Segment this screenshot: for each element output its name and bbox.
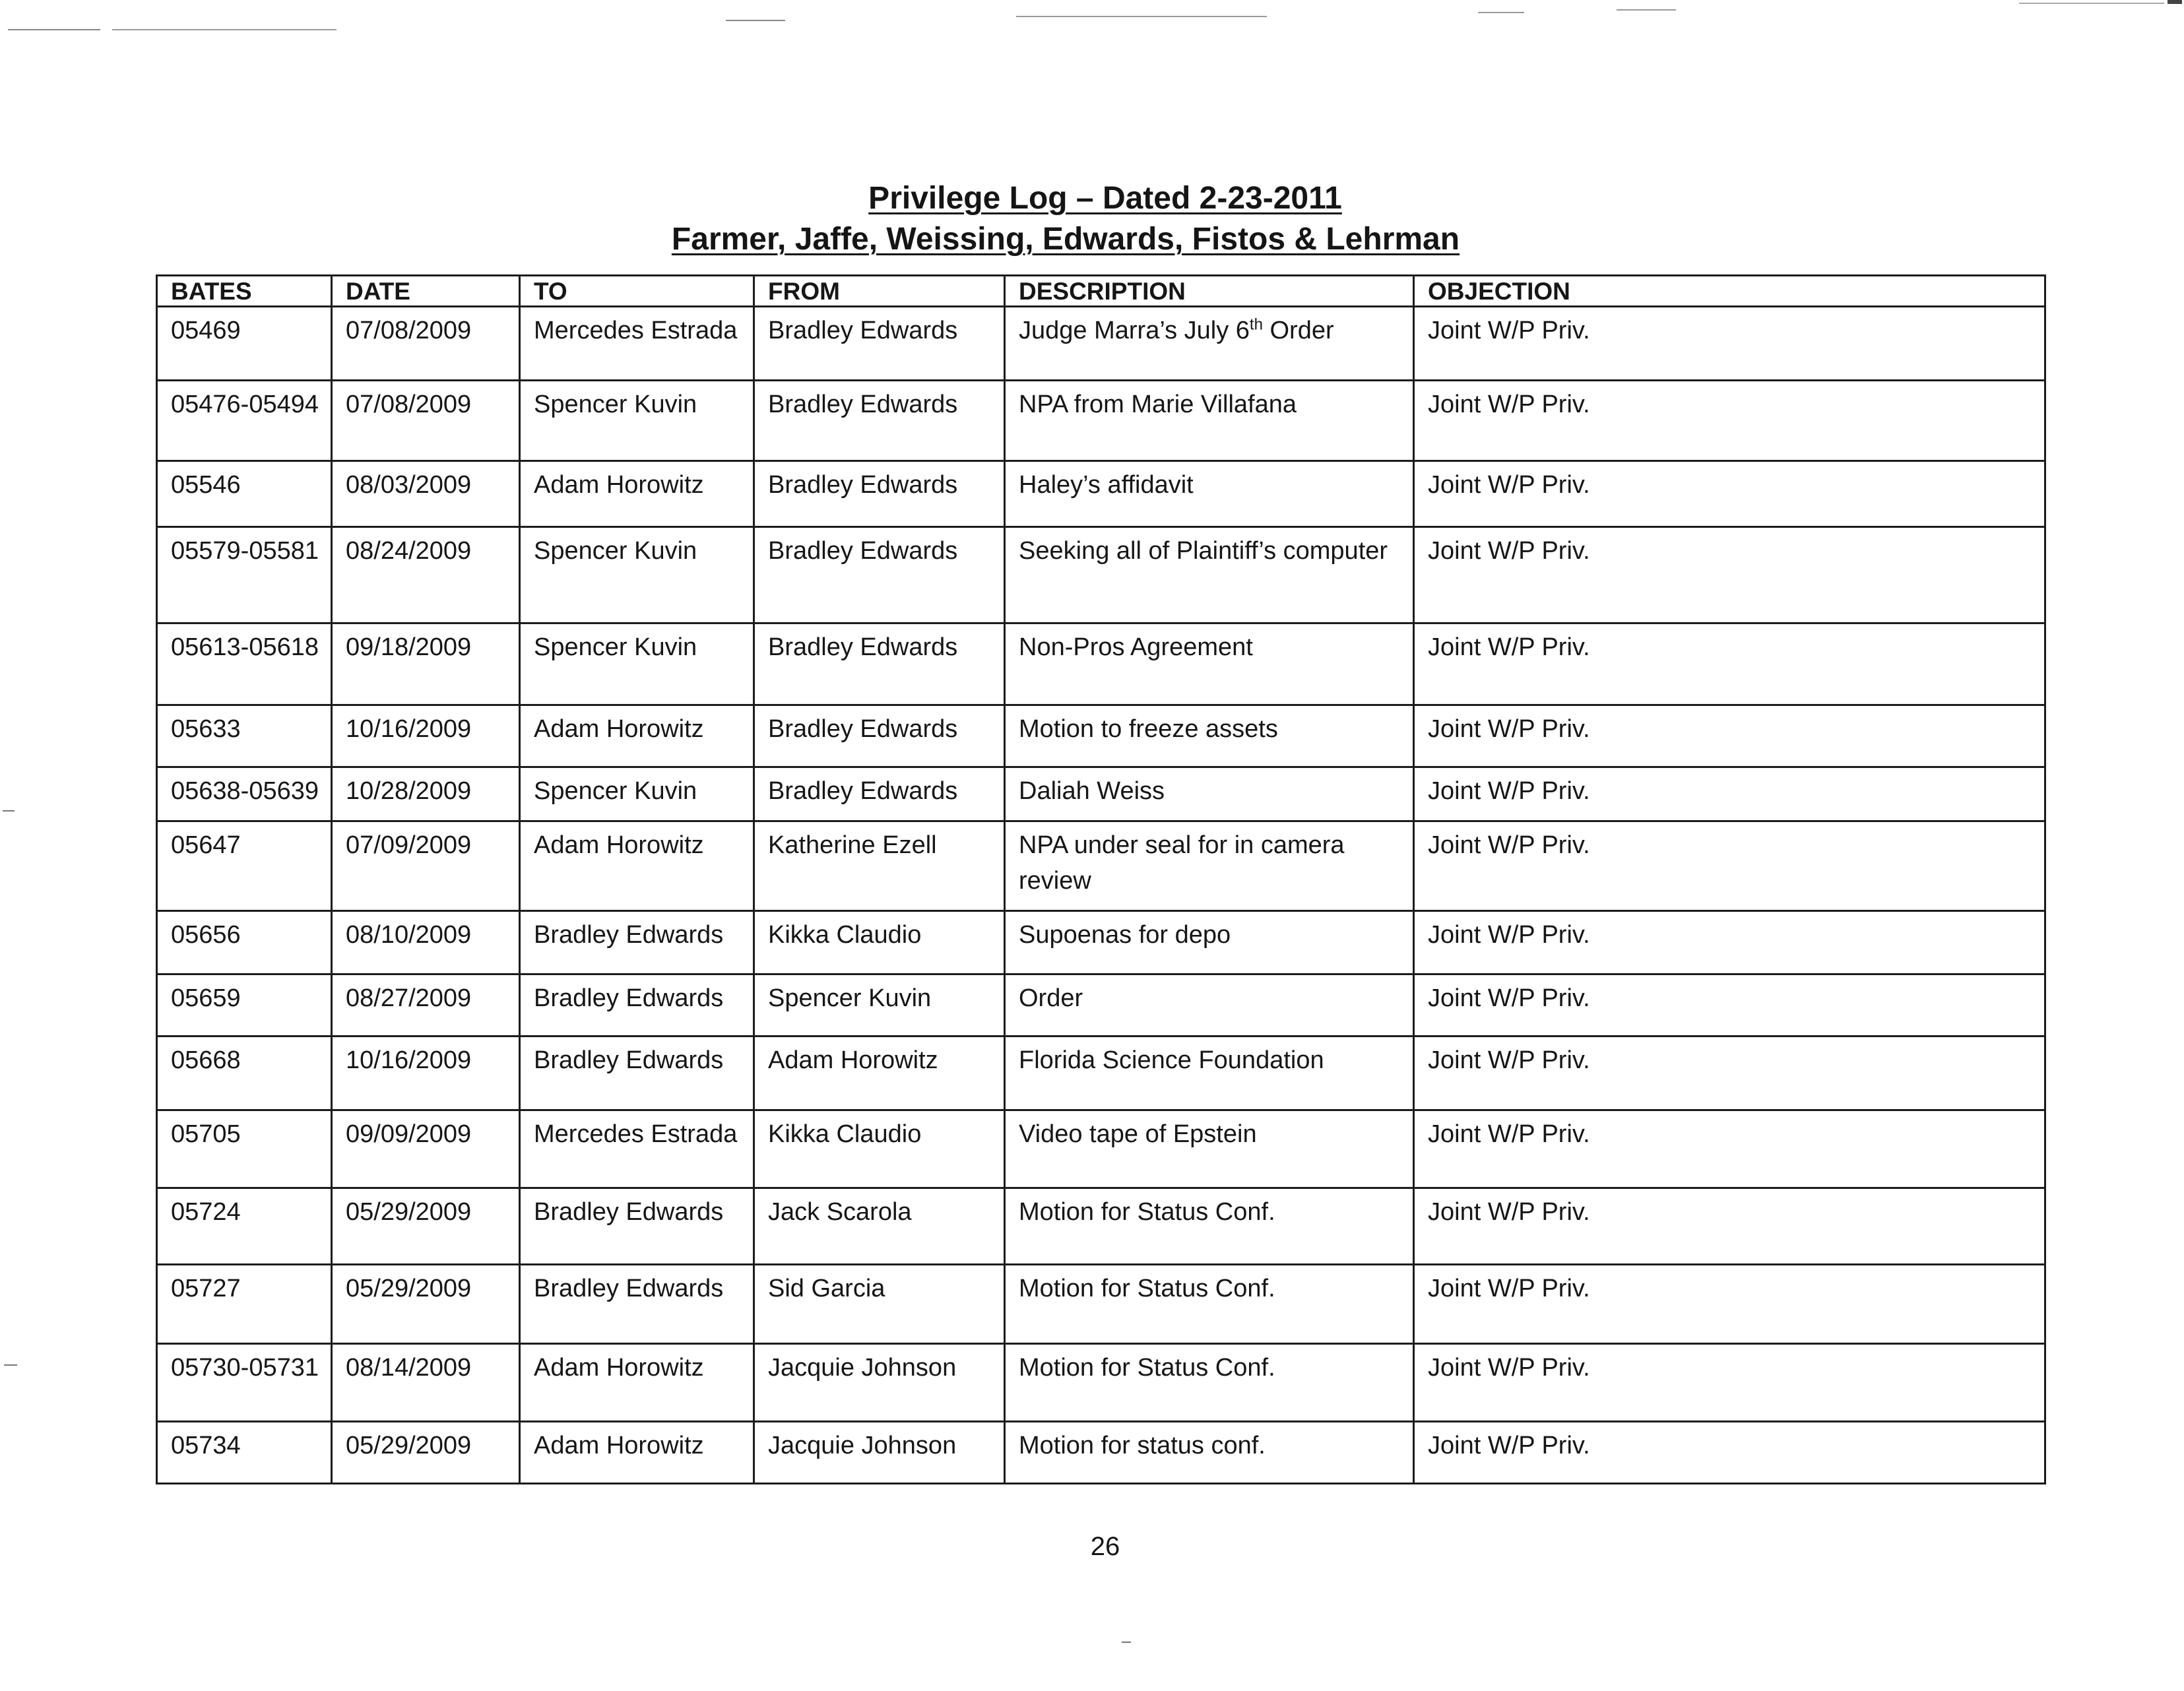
- cell-from: Kikka Claudio: [754, 1110, 1005, 1188]
- cell-objection: Joint W/P Priv.: [1414, 1110, 2045, 1188]
- cell-date: 10/28/2009: [332, 767, 520, 821]
- cell-date: 07/09/2009: [332, 821, 520, 911]
- cell-bates: 05734: [157, 1422, 332, 1484]
- cell-date: 08/03/2009: [332, 461, 520, 527]
- cell-date: 07/08/2009: [332, 307, 520, 381]
- table-row: [157, 623, 2045, 705]
- cell-to: Adam Horowitz: [520, 1422, 754, 1484]
- cell-bates: 05659: [157, 974, 332, 1037]
- cell-bates: 05579-05581: [157, 527, 332, 623]
- cell-from: Bradley Edwards: [754, 527, 1005, 623]
- cell-to: Adam Horowitz: [520, 1344, 754, 1422]
- cell-description: Florida Science Foundation: [1005, 1037, 1414, 1110]
- cell-objection: Joint W/P Priv.: [1414, 1265, 2045, 1344]
- cell-bates: 05469: [157, 307, 332, 381]
- cell-bates: 05613-05618: [157, 623, 332, 705]
- cell-bates: 05727: [157, 1265, 332, 1344]
- cell-date: 10/16/2009: [332, 1037, 520, 1110]
- cell-description: Seeking all of Plaintiff’s computer: [1005, 527, 1414, 623]
- cell-from: Bradley Edwards: [754, 767, 1005, 821]
- cell-to: Bradley Edwards: [520, 911, 754, 974]
- cell-date: 08/14/2009: [332, 1344, 520, 1422]
- table-row: [157, 461, 2045, 527]
- cell-description: Haley’s affidavit: [1005, 461, 1414, 527]
- cell-from: Spencer Kuvin: [754, 974, 1005, 1037]
- cell-to: Bradley Edwards: [520, 974, 754, 1037]
- title-line-2: Farmer, Jaffe, Weissing, Edwards, Fistos & Lehrman: [671, 222, 1460, 257]
- cell-from: Sid Garcia: [754, 1265, 1005, 1344]
- cell-to: Mercedes Estrada: [520, 1110, 754, 1188]
- column-header-bates: BATES: [157, 276, 332, 307]
- scan-speck: [4, 1364, 17, 1366]
- cell-objection: Joint W/P Priv.: [1414, 705, 2045, 767]
- column-header-description: DESCRIPTION: [1005, 276, 1414, 307]
- table-row: [157, 1037, 2045, 1110]
- cell-date: 10/16/2009: [332, 705, 520, 767]
- cell-description: Daliah Weiss: [1005, 767, 1414, 821]
- cell-from: Jacquie Johnson: [754, 1344, 1005, 1422]
- cell-from: Bradley Edwards: [754, 705, 1005, 767]
- cell-from: Adam Horowitz: [754, 1037, 1005, 1110]
- scan-artifacts: [0, 0, 2184, 40]
- cell-bates: 05668: [157, 1037, 332, 1110]
- cell-from: Bradley Edwards: [754, 461, 1005, 527]
- cell-description: [1005, 307, 1414, 381]
- cell-date: 05/29/2009: [332, 1422, 520, 1484]
- cell-bates: 05724: [157, 1188, 332, 1265]
- cell-objection: Joint W/P Priv.: [1414, 1344, 2045, 1422]
- table-row: [157, 307, 2045, 381]
- cell-to: Bradley Edwards: [520, 1037, 754, 1110]
- cell-bates: 05730-05731: [157, 1344, 332, 1422]
- table-row: [157, 1344, 2045, 1422]
- cell-to: Spencer Kuvin: [520, 623, 754, 705]
- cell-to: Spencer Kuvin: [520, 767, 754, 821]
- cell-objection: Joint W/P Priv.: [1414, 623, 2045, 705]
- cell-description: Motion to freeze assets: [1005, 705, 1414, 767]
- cell-to: Adam Horowitz: [520, 705, 754, 767]
- cell-to: Mercedes Estrada: [520, 307, 754, 381]
- cell-date: 07/08/2009: [332, 381, 520, 461]
- cell-from: Bradley Edwards: [754, 307, 1005, 381]
- cell-from: Kikka Claudio: [754, 911, 1005, 974]
- cell-bates: 05633: [157, 705, 332, 767]
- cell-bates: 05656: [157, 911, 332, 974]
- table-row: [157, 1188, 2045, 1265]
- ordinal-suffix: th: [1249, 315, 1263, 334]
- table-row: [157, 821, 2045, 911]
- cell-description: Order: [1005, 974, 1414, 1037]
- table-row: [157, 1110, 2045, 1188]
- cell-description: Non-Pros Agreement: [1005, 623, 1414, 705]
- cell-bates: 05476-05494: [157, 381, 332, 461]
- cell-to: Adam Horowitz: [520, 461, 754, 527]
- cell-objection: Joint W/P Priv.: [1414, 767, 2045, 821]
- cell-description: Supoenas for depo: [1005, 911, 1414, 974]
- cell-objection: Joint W/P Priv.: [1414, 974, 2045, 1037]
- cell-bates: 05705: [157, 1110, 332, 1188]
- cell-from: Jacquie Johnson: [754, 1422, 1005, 1484]
- table-row: [157, 527, 2045, 623]
- cell-from: Bradley Edwards: [754, 381, 1005, 461]
- column-header-to: TO: [520, 276, 754, 307]
- cell-objection: Joint W/P Priv.: [1414, 1037, 2045, 1110]
- cell-description: Video tape of Epstein: [1005, 1110, 1414, 1188]
- privilege-log-table: [156, 274, 2046, 1484]
- scan-speck: [3, 810, 15, 812]
- cell-date: 08/10/2009: [332, 911, 520, 974]
- cell-description: Motion for Status Conf.: [1005, 1188, 1414, 1265]
- cell-objection: Joint W/P Priv.: [1414, 1188, 2045, 1265]
- cell-date: 09/09/2009: [332, 1110, 520, 1188]
- cell-bates: 05638-05639: [157, 767, 332, 821]
- cell-to: Spencer Kuvin: [520, 381, 754, 461]
- table-row: [157, 381, 2045, 461]
- cell-objection: Joint W/P Priv.: [1414, 911, 2045, 974]
- document-title: [0, 178, 2184, 260]
- table-row: [157, 767, 2045, 821]
- cell-objection: Joint W/P Priv.: [1414, 821, 2045, 911]
- cell-objection: Joint W/P Priv.: [1414, 307, 2045, 381]
- cell-objection: Joint W/P Priv.: [1414, 381, 2045, 461]
- cell-date: 08/27/2009: [332, 974, 520, 1037]
- table-header-row: [157, 276, 2045, 307]
- table-row: [157, 911, 2045, 974]
- cell-from: Bradley Edwards: [754, 623, 1005, 705]
- table-row: [157, 1422, 2045, 1484]
- cell-description: Motion for Status Conf.: [1005, 1344, 1414, 1422]
- cell-objection: Joint W/P Priv.: [1414, 1422, 2045, 1484]
- cell-bates: 05647: [157, 821, 332, 911]
- column-header-date: DATE: [332, 276, 520, 307]
- column-header-from: FROM: [754, 276, 1005, 307]
- cell-objection: Joint W/P Priv.: [1414, 461, 2045, 527]
- cell-bates: 05546: [157, 461, 332, 527]
- cell-date: 05/29/2009: [332, 1188, 520, 1265]
- cell-objection: Joint W/P Priv.: [1414, 527, 2045, 623]
- cell-to: Spencer Kuvin: [520, 527, 754, 623]
- cell-date: 05/29/2009: [332, 1265, 520, 1344]
- scan-speck: [1122, 1642, 1131, 1643]
- column-header-objection: OBJECTION: [1414, 276, 2045, 307]
- description-text: Judge Marra’s July 6: [1019, 317, 1250, 344]
- cell-to: Bradley Edwards: [520, 1188, 754, 1265]
- cell-description: NPA from Marie Villafana: [1005, 381, 1414, 461]
- cell-description: Motion for Status Conf.: [1005, 1265, 1414, 1344]
- cell-description: NPA under seal for in camera review: [1005, 821, 1414, 911]
- cell-to: Adam Horowitz: [520, 821, 754, 911]
- cell-to: Bradley Edwards: [520, 1265, 754, 1344]
- cell-from: Jack Scarola: [754, 1188, 1005, 1265]
- table-row: [157, 705, 2045, 767]
- table-row: [157, 1265, 2045, 1344]
- table-row: [157, 974, 2045, 1037]
- page-number: 26: [1090, 1532, 1120, 1561]
- description-text-end: Order: [1262, 317, 1334, 344]
- cell-date: 08/24/2009: [332, 527, 520, 623]
- cell-description: Motion for status conf.: [1005, 1422, 1414, 1484]
- title-line-1: Privilege Log – Dated 2-23-2011: [868, 181, 1342, 216]
- cell-from: Katherine Ezell: [754, 821, 1005, 911]
- cell-date: 09/18/2009: [332, 623, 520, 705]
